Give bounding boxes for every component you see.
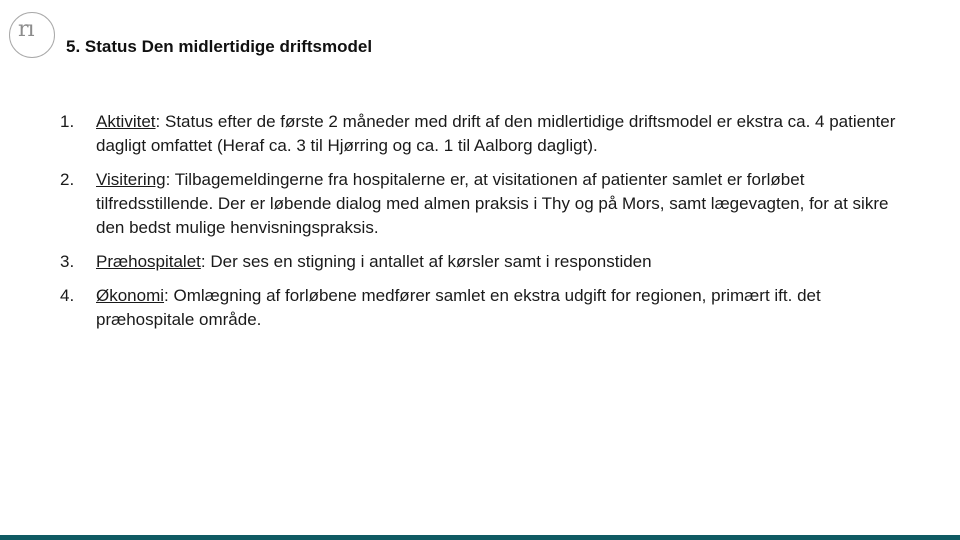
footer-accent-bar	[0, 535, 960, 540]
item-term: Aktivitet	[96, 112, 156, 131]
logo-mark: rı	[18, 17, 34, 42]
slide-title: 5. Status Den midlertidige driftsmodel	[66, 37, 373, 56]
list-item	[60, 284, 900, 332]
item-text: : Der ses en stigning i antallet af kørsler samt i responstiden	[200, 252, 652, 271]
list-item	[60, 168, 900, 240]
item-text: : Omlægning af forløbene medfører samlet en ekstra udgift for regionen, primært ift. det præhospitale område.	[96, 286, 821, 329]
list-item	[60, 250, 900, 274]
item-number: 3.	[60, 252, 75, 271]
item-number: 2.	[60, 170, 75, 189]
list-item	[60, 110, 900, 158]
item-text: : Status efter de første 2 måneder med drift af den midlertidige driftsmodel er ekstra ca. 4 patienter dagligt omfattet (Heraf ca. 3 til Hjørring og ca. 1 til Aalborg dagligt).	[96, 112, 896, 155]
status-list	[60, 110, 900, 342]
item-number: 1.	[60, 112, 75, 131]
item-text: : Tilbagemeldingerne fra hospitalerne er, at visitationen af patienter samlet er forløbet tilfredsstillende. Der er løbende dialog med almen praksis i Thy og på Mors, samt lægevagten, for at sikre den bedst mulige henvisningspraksis.	[96, 170, 889, 237]
item-term: Visitering	[96, 170, 166, 189]
item-number: 4.	[60, 286, 75, 305]
region-logo-icon	[9, 12, 55, 58]
item-term: Præhospitalet	[96, 252, 201, 271]
item-term: Økonomi	[96, 286, 165, 305]
